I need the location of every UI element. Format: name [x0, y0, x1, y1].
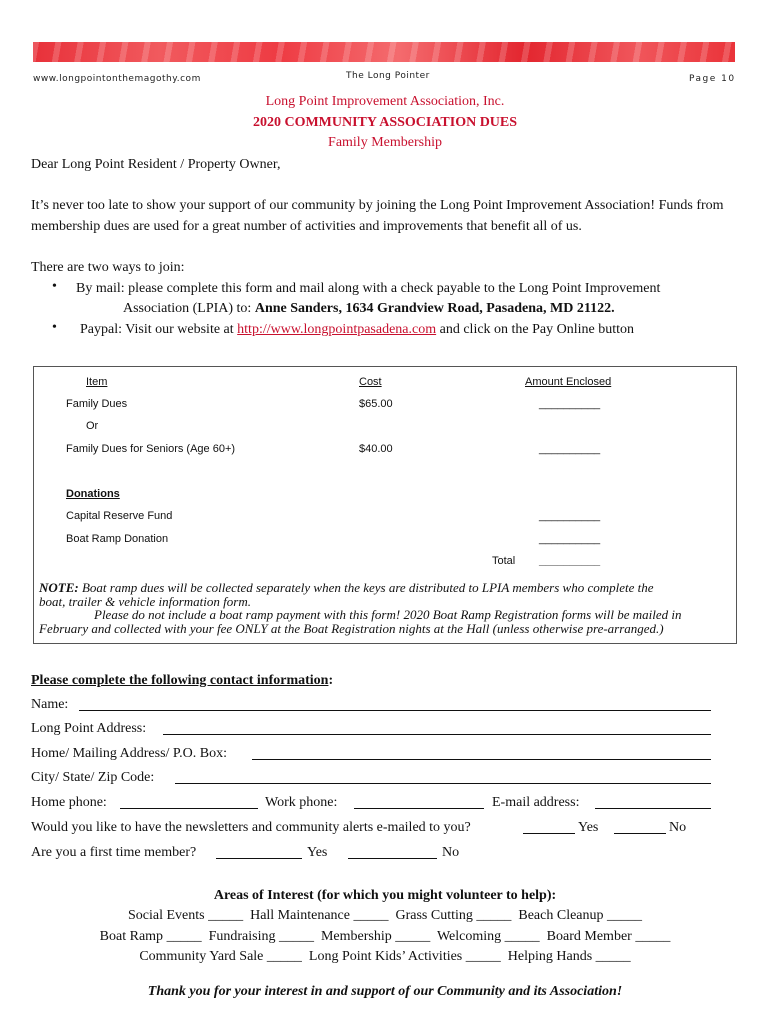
newsletter-yes-label: Yes — [578, 820, 599, 835]
first-time-no-label: No — [442, 845, 460, 860]
first-time-yes-label: Yes — [307, 845, 328, 860]
bullet-paypal: • — [52, 320, 57, 335]
long-point-address-label: Long Point Address: — [31, 721, 147, 736]
interest-membership: Membership — [320, 929, 392, 944]
work-phone-label: Work phone: — [265, 795, 338, 810]
paypal-prefix: Paypal: Visit our website at — [80, 322, 238, 337]
long-point-address-field[interactable] — [163, 734, 711, 735]
interests-row-2: Boat Ramp _____ Fundraising _____ Membership _____ Welcoming _____ Board Member _____ — [99, 929, 671, 944]
bullet-mail: • — [52, 279, 57, 294]
paypal-suffix: and click on the Pay Online button — [436, 322, 635, 337]
intro-paragraph: It’s never too late to show your support of our community by joining the Long Point Improvement Association! Funds from membership dues are used for a great number of activities and improvements that benefit all of us. — [31, 198, 724, 234]
interest-helping-hands: Helping Hands — [507, 949, 593, 964]
contact-heading-colon: : — [328, 673, 334, 688]
mail-prefix: Association (LPIA) to: — [123, 301, 255, 316]
email-label: E-mail address: — [492, 795, 580, 810]
interest-hall-maintenance: Hall Maintenance — [250, 908, 350, 923]
work-phone-field[interactable] — [354, 808, 484, 809]
col-header-amount: Amount Enclosed — [525, 376, 612, 388]
newsletter-name: The Long Pointer — [346, 71, 430, 81]
membership-type: Family Membership — [328, 135, 442, 150]
website-url: www.longpointonthemagothy.com — [33, 74, 201, 84]
interest-grass-cutting: Grass Cutting — [395, 908, 473, 923]
col-header-item: Item — [86, 376, 108, 388]
home-phone-label: Home phone: — [31, 795, 107, 810]
boat-ramp-donation-amount-field[interactable]: __________ — [539, 533, 601, 545]
family-dues-cost: $65.00 — [359, 398, 393, 410]
home-phone-field[interactable] — [120, 808, 258, 809]
paypal-line — [80, 321, 634, 338]
interests-heading: Areas of Interest (for which you might volunteer to help): — [213, 888, 557, 903]
interests-row-1: Social Events _____ Hall Maintenance _____ Grass Cutting _____ Beach Cleanup _____ — [127, 908, 643, 923]
interest-welcoming: Welcoming — [436, 929, 502, 944]
family-dues-amount-field[interactable]: __________ — [539, 398, 601, 410]
first-time-question: Are you a first time member? — [31, 845, 197, 860]
note-line-2: boat, trailer & vehicle information form. — [39, 594, 251, 609]
mailing-address-field[interactable] — [252, 759, 711, 760]
first-time-no-field[interactable] — [348, 858, 437, 859]
contact-heading — [31, 672, 333, 689]
donations-heading: Donations — [66, 488, 120, 500]
family-dues-label: Family Dues — [66, 398, 128, 410]
org-title: Long Point Improvement Association, Inc. — [265, 94, 505, 109]
city-state-zip-label: City/ State/ Zip Code: — [31, 770, 155, 785]
senior-dues-label: Family Dues for Seniors (Age 60+) — [66, 443, 236, 455]
newsletter-no-field[interactable] — [614, 833, 666, 834]
newsletter-question: Would you like to have the newsletters and community alerts e-mailed to you? — [31, 820, 471, 835]
mail-address: Anne Sanders, 1634 Grandview Road, Pasadena, MD 21122. — [254, 301, 615, 316]
page-number: Page 10 — [689, 74, 736, 84]
total-amount-field[interactable]: __________ — [539, 555, 601, 567]
capital-reserve-amount-field[interactable]: __________ — [539, 510, 601, 522]
name-field[interactable] — [79, 710, 711, 711]
name-label: Name: — [31, 697, 69, 712]
header-banner — [33, 42, 735, 62]
note-line-4: February and collected with your fee ONLY at the Boat Registration nights at the Hall (unless otherwise pre-arranged.) — [39, 621, 664, 636]
interest-kids-activities: Long Point Kids’ Activities — [308, 949, 463, 964]
contact-heading-text: Please complete the following contact information — [31, 673, 329, 688]
note-line-3: Please do not include a boat ramp payment with this form! 2020 Boat Ramp Registration forms will be mailed in — [94, 607, 682, 622]
note-label: NOTE: — [39, 580, 79, 595]
capital-reserve-label: Capital Reserve Fund — [66, 510, 173, 522]
senior-dues-amount-field[interactable]: __________ — [539, 443, 601, 455]
interest-beach-cleanup: Beach Cleanup — [518, 908, 604, 923]
first-time-yes-field[interactable] — [216, 858, 302, 859]
city-state-zip-field[interactable] — [175, 783, 711, 784]
ways-intro: There are two ways to join: — [31, 260, 185, 275]
note-text-1: Boat ramp dues will be collected separately when the keys are distributed to LPIA members who complete the — [78, 580, 654, 595]
or-label: Or — [86, 420, 99, 432]
note-line-1 — [39, 581, 654, 595]
salutation: Dear Long Point Resident / Property Owner, — [31, 157, 281, 172]
senior-dues-cost: $40.00 — [359, 443, 393, 455]
total-label: Total — [492, 555, 516, 567]
mail-line-1: By mail: please complete this form and mail along with a check payable to the Long Point Improvement — [76, 281, 661, 296]
interests-row-3: Community Yard Sale _____ Long Point Kids’ Activities _____ Helping Hands _____ — [139, 949, 631, 964]
interest-boat-ramp: Boat Ramp — [99, 929, 164, 944]
dues-heading: 2020 COMMUNITY ASSOCIATION DUES — [252, 115, 518, 130]
newsletter-no-label: No — [669, 820, 687, 835]
interest-fundraising: Fundraising — [208, 929, 276, 944]
mail-line-2 — [123, 300, 615, 317]
closing-message: Thank you for your interest in and support of our Community and its Association! — [147, 984, 623, 999]
boat-ramp-donation-label: Boat Ramp Donation — [66, 533, 169, 545]
newsletter-yes-field[interactable] — [523, 833, 575, 834]
mailing-address-label: Home/ Mailing Address/ P.O. Box: — [31, 746, 228, 761]
interest-yard-sale: Community Yard Sale — [139, 949, 264, 964]
interest-social-events: Social Events — [127, 908, 205, 923]
interest-board-member: Board Member — [546, 929, 632, 944]
email-field[interactable] — [595, 808, 711, 809]
col-header-cost: Cost — [359, 376, 382, 388]
website-link[interactable]: http://www.longpointpasadena.com — [237, 322, 437, 337]
